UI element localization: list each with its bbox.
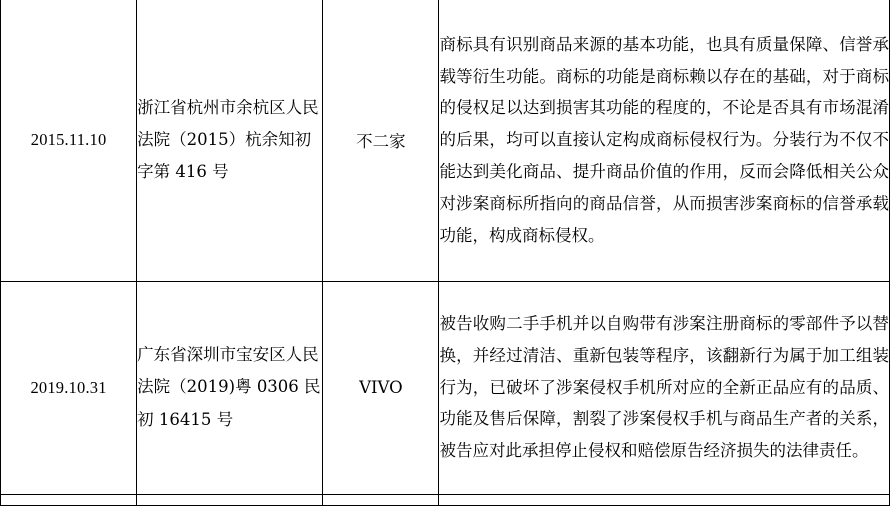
case-summary: 被告收购二手手机并以自购带有涉案注册商标的零部件予以替换，并经过清洁、重新包装等程序，该翻新行为属于加工组装行为，已破坏了涉案侵权手机所对应的全新正品应有的品质、功能及售后保障，割裂了涉案侵权手机与商品生产者的关系，被告应对此承担停止侵权和赔偿原告经济损失的法律责任。 xyxy=(439,281,890,494)
case-date xyxy=(1,494,137,505)
case-date: 2015.11.10 xyxy=(1,0,137,281)
table-row xyxy=(1,281,890,494)
table-row xyxy=(1,0,890,281)
case-summary: 商标具有识别商品来源的基本功能，也具有质量保障、信誉承载等衍生功能。商标的功能是商标赖以存在的基础，对于商标的侵权足以达到损害其功能的程度的，不论是否具有市场混淆的后果，均可以直接认定构成商标侵权行为。分装行为不仅不能达到美化商品、提升商品价值的作用，反而会降低相关公众对涉案商标所指向的商品信誉，从而损害涉案商标的信誉承载功能，构成商标侵权。 xyxy=(439,0,890,281)
case-trademark xyxy=(323,494,439,505)
table-row-partial xyxy=(1,494,890,505)
case-court xyxy=(137,494,323,505)
case-date: 2019.10.31 xyxy=(1,281,137,494)
case-summary xyxy=(439,494,890,505)
case-trademark: VIVO xyxy=(323,281,439,494)
case-court: 浙江省杭州市余杭区人民法院（2015）杭余知初字第 416 号 xyxy=(137,0,323,281)
case-court: 广东省深圳市宝安区人民法院（2019)粤 0306 民初 16415 号 xyxy=(137,281,323,494)
case-trademark: 不二家 xyxy=(323,0,439,281)
